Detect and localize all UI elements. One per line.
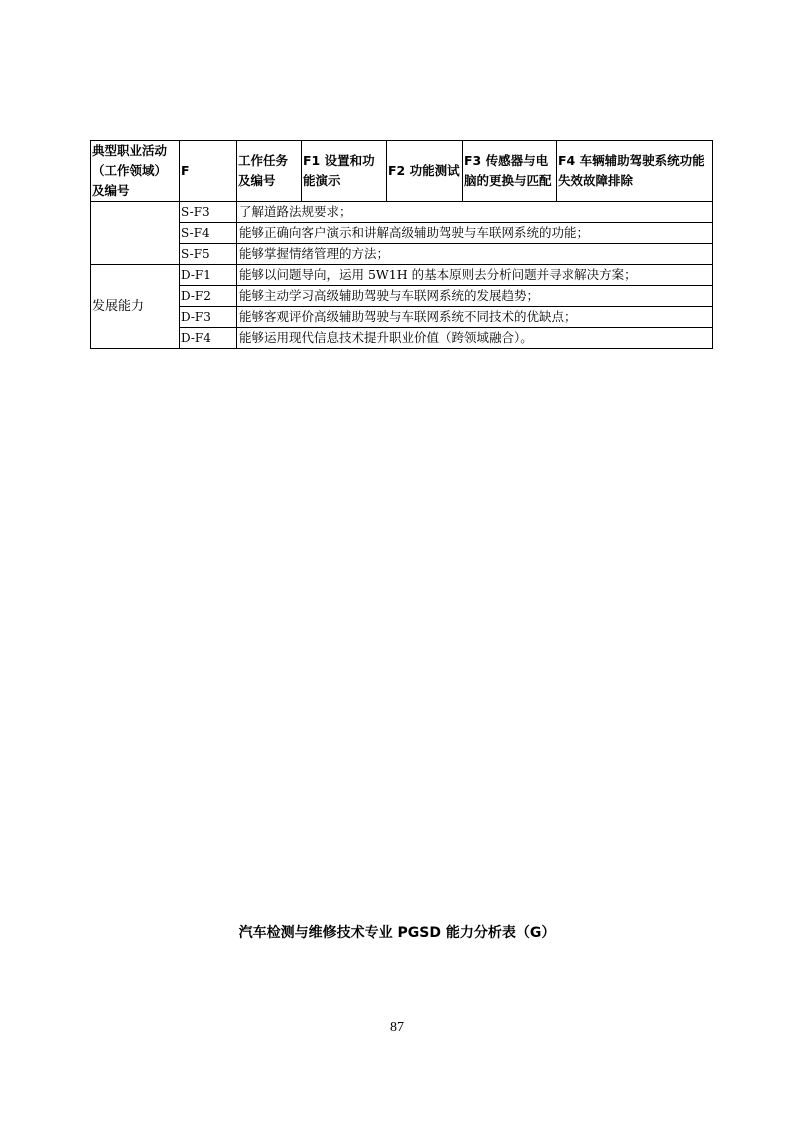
table-row	[91, 265, 713, 286]
competency-code: D-F3	[180, 307, 237, 328]
competency-description: 能够掌握情绪管理的方法；	[237, 244, 713, 265]
table-row	[91, 244, 713, 265]
competency-description: 能够以问题导向，运用 5W1H 的基本原则去分析问题并寻求解决方案；	[237, 265, 713, 286]
competency-description: 能够正确向客户演示和讲解高级辅助驾驶与车联网系统的功能；	[237, 223, 713, 244]
competency-description: 能够客观评价高级辅助驾驶与车联网系统不同技术的优缺点；	[237, 307, 713, 328]
header-f4: F4 车辆辅助驾驶系统功能失效故障排除	[557, 141, 713, 202]
competency-code: D-F1	[180, 265, 237, 286]
table-row	[91, 202, 713, 223]
competency-table	[90, 140, 713, 349]
competency-description: 能够运用现代信息技术提升职业价值（跨领域融合）。	[237, 328, 713, 349]
header-f2: F2 功能测试	[387, 141, 463, 202]
competency-code: S-F3	[180, 202, 237, 223]
header-activity: 典型职业活动（工作领域）及编号	[91, 141, 180, 202]
table-header-row	[91, 141, 713, 202]
competency-code: S-F4	[180, 223, 237, 244]
header-f1: F1 设置和功能演示	[302, 141, 387, 202]
header-task: 工作任务及编号	[237, 141, 302, 202]
competency-code: S-F5	[180, 244, 237, 265]
table-row	[91, 223, 713, 244]
competency-description: 了解道路法规要求；	[237, 202, 713, 223]
competency-code: D-F2	[180, 286, 237, 307]
table-row	[91, 286, 713, 307]
competency-code: D-F4	[180, 328, 237, 349]
competency-description: 能够主动学习高级辅助驾驶与车联网系统的发展趋势；	[237, 286, 713, 307]
header-f3: F3 传感器与电脑的更换与匹配	[463, 141, 557, 202]
section-title: 汽车检测与维修技术专业 PGSD 能力分析表（G）	[238, 925, 556, 941]
table-row	[91, 307, 713, 328]
category-cell	[91, 202, 180, 265]
page-number: 87	[390, 1020, 404, 1035]
header-f: F	[180, 141, 237, 202]
category-cell: 发展能力	[91, 265, 180, 349]
table-row	[91, 328, 713, 349]
